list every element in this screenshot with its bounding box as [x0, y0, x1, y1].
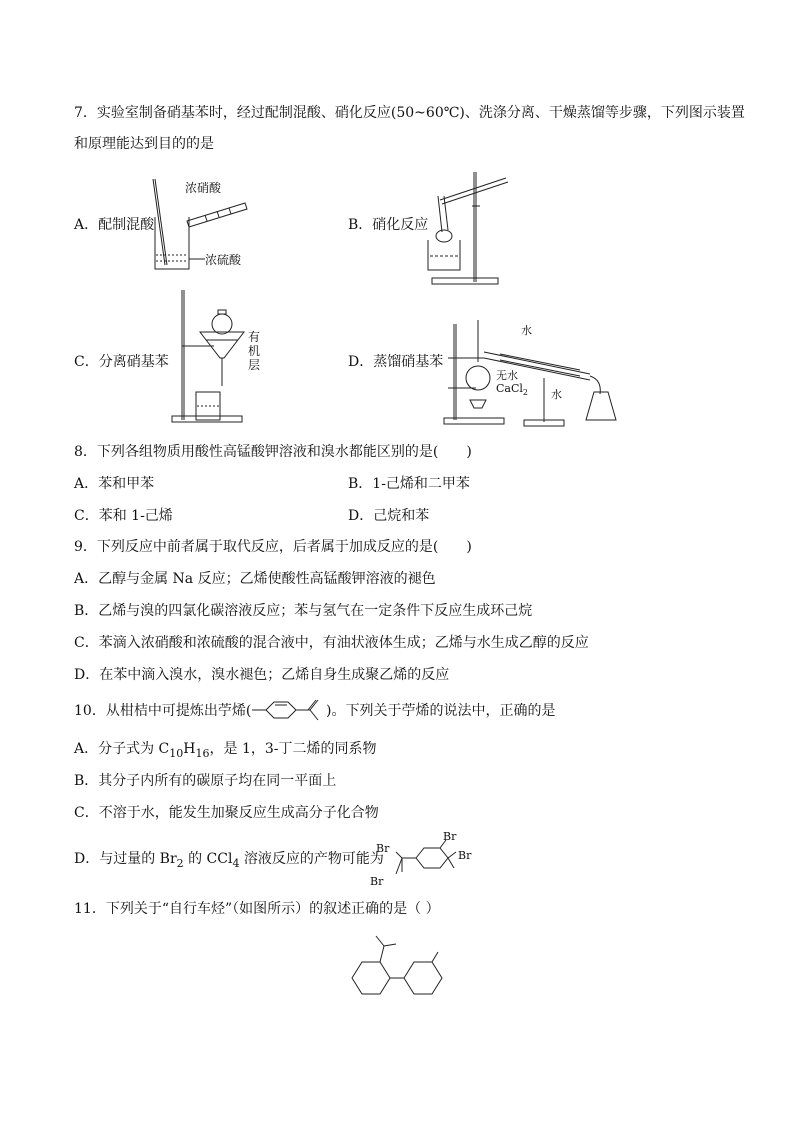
q7-option-c: C．分离硝基苯	[74, 354, 169, 370]
q7-option-d: D．蒸馏硝基苯	[348, 354, 444, 370]
q7-b-apparatus	[422, 170, 522, 290]
q7-c-label-1: 有	[248, 330, 261, 344]
q8-stem: 8．下列各组物质用酸性高锰酸钾溶液和溴水都能区别的是( )	[74, 444, 472, 460]
q7-d-water-out: 水	[551, 388, 562, 401]
q8-option-a: A．苯和甲苯	[74, 476, 155, 492]
q9-option-a: A．乙醇与金属 Na 反应；乙烯使酸性高锰酸钾溶液的褪色	[74, 571, 436, 587]
q7-c-label-3: 层	[248, 358, 261, 372]
q10-option-d: D．与过量的 $Br_2$ 的 CCl$_4$ 溶液反应的产物可能为	[74, 851, 384, 870]
q11-stem: 11．下列关于“自行车烃”（如图所示）的叙述正确的是（ ）	[74, 901, 440, 917]
q7-stem-line2: 和原理能达到目的的是	[74, 136, 214, 152]
q7-a-label-bottom: 浓硫酸	[205, 253, 242, 267]
q7-option-b: B．硝化反应	[348, 217, 429, 233]
limonene-structure	[252, 698, 322, 722]
q7-stem-line1: 7．实验室制备硝基苯时，经过配制混酸、硝化反应(50~60℃)、洗涤分离、干燥蒸馏等步骤，下列图示装置	[74, 105, 745, 121]
q7-c-label-2: 机	[248, 344, 261, 358]
q8-option-c: C．苯和 1-己烯	[74, 508, 173, 524]
q7-a-label-top: 浓硝酸	[185, 181, 222, 195]
q8-option-b: B．1-己烯和二甲苯	[348, 476, 470, 492]
bicycle-hydrocarbon-structure	[350, 932, 450, 1002]
q9-option-c: C．苯滴入浓硝酸和浓硫酸的混合液中，有油状液体生成；乙烯与水生成乙醇的反应	[74, 635, 589, 651]
q7-d-cacl2: CaCl$_2$	[496, 382, 529, 398]
q7-d-dryer: 无水	[496, 369, 518, 382]
q10-br-1: Br	[376, 842, 390, 855]
q7-a-pointer	[189, 254, 209, 264]
q10-option-b: B．其分子内所有的碳原子均在同一平面上	[74, 773, 337, 789]
q8-option-d: D．己烷和苯	[348, 508, 430, 524]
q10-br-4: Br	[458, 849, 472, 862]
q9-option-b: B．乙烯与溴的四氯化碳溶液反应；苯与氢气在一定条件下反应生成环己烷	[74, 603, 533, 619]
q10-option-a: A．分子式为 $C_{10}H_{16}$，是 1，3-丁二烯的同系物	[74, 741, 377, 760]
q9-stem: 9．下列反应中前者属于取代反应，后者属于加成反应的是( )	[74, 539, 472, 555]
q10-stem-pre: 10．从柑桔中可提炼出苧烯(	[74, 703, 252, 719]
q10-br-3: Br	[443, 830, 457, 843]
q10-option-c: C．不溶于水，能发生加聚反应生成高分子化合物	[74, 805, 379, 821]
q7-c-apparatus	[170, 288, 280, 428]
q7-d-water-in: 水	[521, 324, 532, 337]
q9-option-d: D．在苯中滴入溴水，溴水褪色；乙烯自身生成聚乙烯的反应	[74, 667, 450, 683]
q10-br-2: Br	[370, 875, 384, 888]
q7-option-a: A．配制混酸	[74, 217, 155, 233]
q10-stem-post: )。下列关于苧烯的说法中，正确的是	[326, 703, 556, 719]
